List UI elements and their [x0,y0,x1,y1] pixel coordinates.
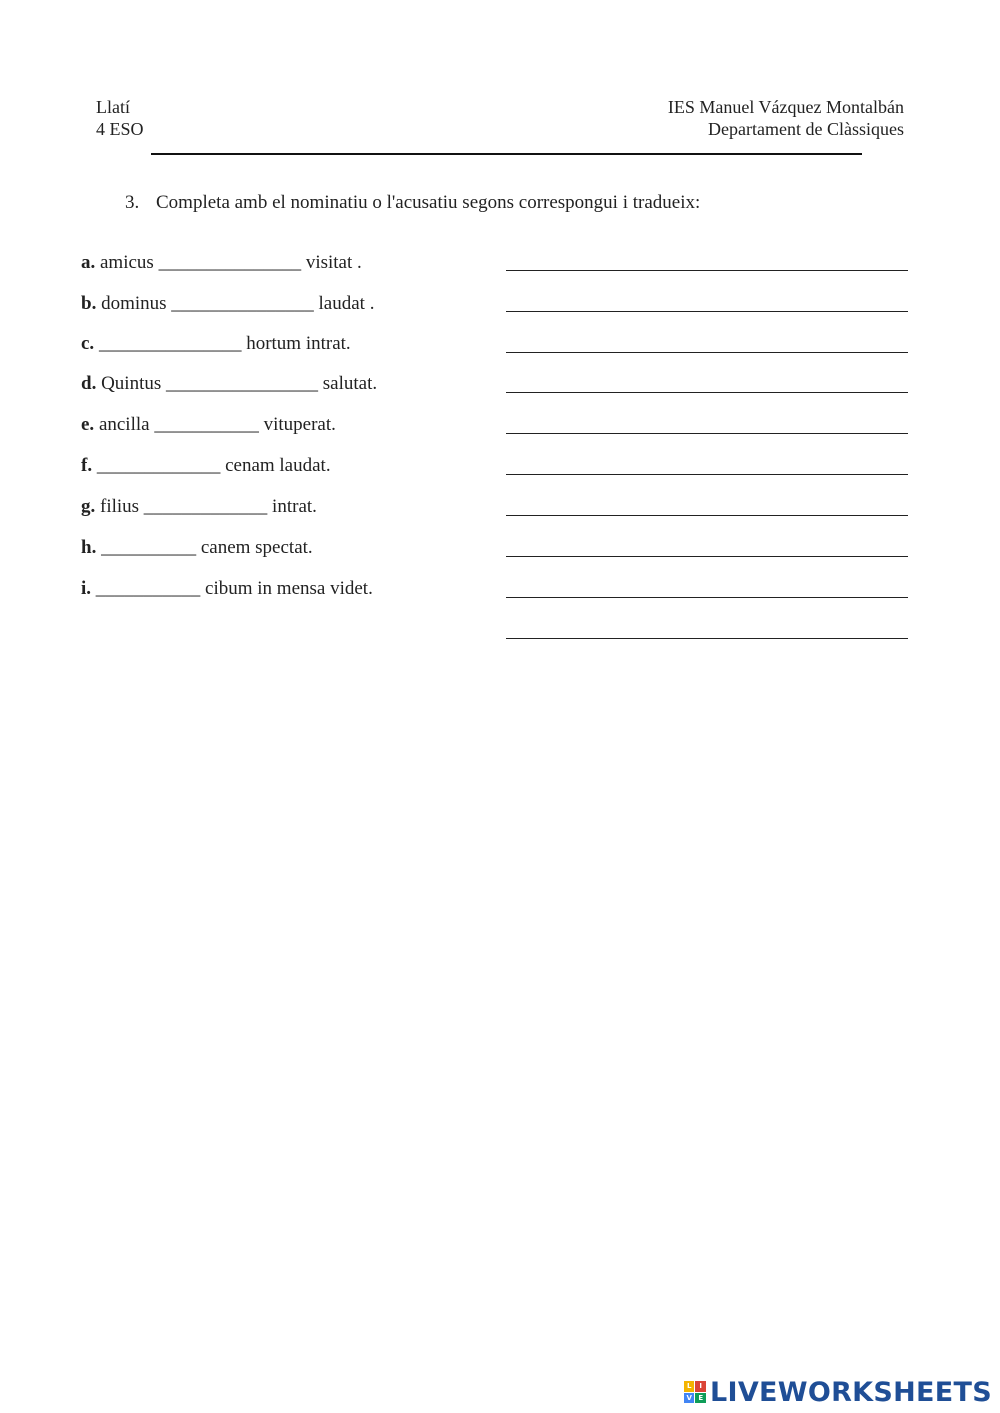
exercise-letter: e. [81,414,95,435]
department-label: Departament de Clàssiques [708,119,904,139]
logo-mark-letter: I [695,1381,706,1392]
exercise-text: _____________ cenam laudat. [92,455,331,476]
instruction [125,190,700,216]
exercise-letter: h. [81,537,97,558]
header-divider [151,153,862,155]
exercise-letter: i. [81,578,92,599]
answer-line-i[interactable] [506,597,908,598]
exercise-letter: d. [81,373,97,394]
header-left [96,96,144,140]
instruction-text: Completa amb el nominatiu o l'acusatiu segons correspongui i tradueix: [156,192,701,213]
subject-label: Llatí [96,97,130,117]
logo-mark-letter: L [684,1381,695,1392]
exercise-text: _______________ hortum intrat. [94,333,351,354]
liveworksheets-mark-icon [684,1381,706,1403]
exercise-d [81,371,377,397]
header-right [668,96,904,140]
answer-line-f[interactable] [506,474,908,475]
exercise-text: ___________ cibum in mensa videt. [91,578,373,599]
answer-line-extra[interactable] [506,638,908,639]
logo-text: LIVEWORKSHEETS [709,1376,992,1408]
exercise-letter: a. [81,252,96,273]
answer-line-g[interactable] [506,515,908,516]
exercise-text: dominus _______________ laudat . [96,293,375,314]
school-label: IES Manuel Vázquez Montalbán [667,97,904,117]
exercise-a [81,250,362,276]
logo-mark-letter: E [695,1393,706,1404]
answer-line-c[interactable] [506,352,908,353]
exercise-c [81,331,351,357]
logo-mark-letter: V [684,1393,695,1404]
exercise-i [81,576,373,602]
exercise-f [81,453,331,479]
answer-line-b[interactable] [506,311,908,312]
exercise-text: Quintus ________________ salutat. [96,373,378,394]
exercise-letter: c. [81,333,95,354]
exercise-text: ancilla ___________ vituperat. [94,414,336,435]
exercise-letter: b. [81,293,97,314]
exercise-text: filius _____________ intrat. [95,496,317,517]
exercise-text: __________ canem spectat. [96,537,313,558]
answer-line-d[interactable] [506,392,908,393]
exercise-g [81,494,317,520]
exercise-b [81,291,374,317]
liveworksheets-logo [684,1377,992,1407]
exercise-text: amicus _______________ visitat . [95,252,362,273]
answer-line-a[interactable] [506,270,908,271]
answer-line-h[interactable] [506,556,908,557]
exercise-h [81,535,313,561]
exercise-letter: g. [81,496,96,517]
instruction-number: 3. [125,192,140,213]
exercise-e [81,412,336,438]
level-label: 4 ESO [96,119,144,139]
exercise-letter: f. [81,455,93,476]
answer-line-e[interactable] [506,433,908,434]
